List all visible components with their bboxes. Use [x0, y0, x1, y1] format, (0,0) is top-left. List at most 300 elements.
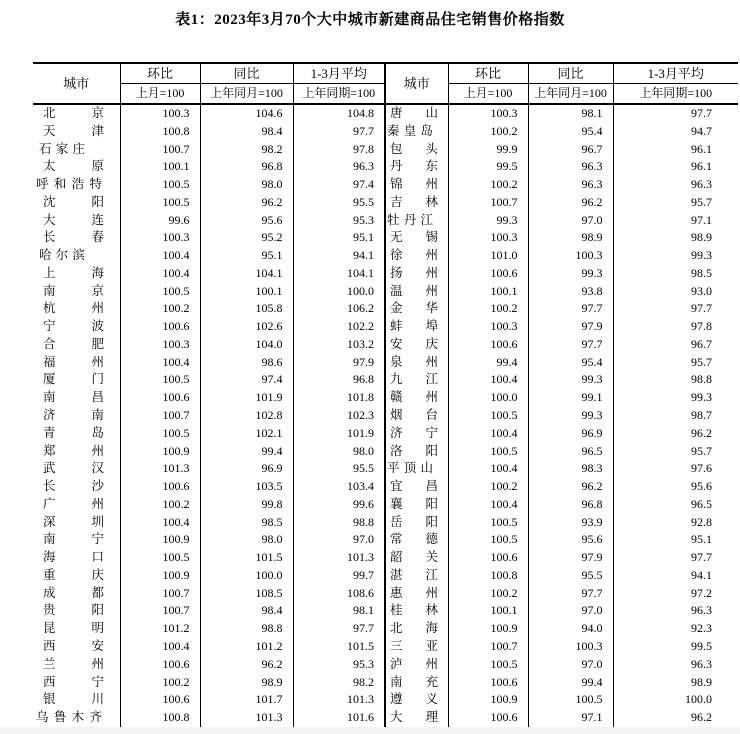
table-row	[33, 283, 738, 301]
city-name: 福 州	[43, 354, 104, 369]
city-name: 南 京	[43, 283, 104, 298]
right-avg-value: 99.3	[613, 389, 738, 407]
table-row	[33, 141, 738, 159]
left-avg-value: 97.0	[293, 531, 385, 549]
right-city-cell	[385, 283, 448, 301]
left-avg-value: 101.3	[293, 549, 385, 567]
city-name: 昆 明	[43, 621, 104, 636]
col-header-yoy-right: 同比	[528, 63, 613, 84]
left-city-cell	[33, 265, 120, 283]
left-city-cell	[33, 229, 120, 247]
right-yoy-value: 95.5	[528, 567, 613, 585]
left-yoy-value: 96.2	[200, 194, 293, 212]
left-mom-value: 100.4	[120, 247, 200, 265]
right-avg-value: 98.8	[613, 371, 738, 389]
right-mom-value: 100.6	[448, 336, 528, 354]
city-name: 宜 昌	[390, 479, 438, 494]
left-city-cell	[33, 549, 120, 567]
table-row	[33, 229, 738, 247]
left-city-cell	[33, 318, 120, 336]
left-avg-value: 99.6	[293, 496, 385, 514]
left-mom-value: 100.7	[120, 585, 200, 603]
left-mom-value: 100.6	[120, 656, 200, 674]
left-yoy-value: 95.1	[200, 247, 293, 265]
right-yoy-value: 93.9	[528, 514, 613, 532]
table-row	[33, 496, 738, 514]
left-mom-value: 100.4	[120, 514, 200, 532]
right-avg-value: 94.1	[613, 567, 738, 585]
right-mom-value: 100.3	[448, 318, 528, 336]
city-name: 济 南	[43, 408, 104, 423]
left-mom-value: 100.5	[120, 194, 200, 212]
right-avg-value: 97.6	[613, 460, 738, 478]
right-city-cell	[385, 443, 448, 461]
right-city-cell	[385, 194, 448, 212]
left-yoy-value: 95.6	[200, 212, 293, 230]
left-city-cell	[33, 425, 120, 443]
right-yoy-value: 98.3	[528, 460, 613, 478]
right-avg-value: 95.1	[613, 531, 738, 549]
table-row	[33, 514, 738, 532]
right-yoy-value: 96.3	[528, 158, 613, 176]
city-name: 锦 州	[390, 177, 438, 192]
right-avg-value: 98.9	[613, 229, 738, 247]
right-city-cell	[385, 247, 448, 265]
right-city-cell	[385, 585, 448, 603]
city-name: 丹 东	[390, 159, 438, 174]
left-mom-value: 100.6	[120, 318, 200, 336]
right-mom-value: 99.5	[448, 158, 528, 176]
left-city-cell	[33, 371, 120, 389]
col-header-city-left: 城市	[63, 76, 90, 91]
left-city-cell	[33, 602, 120, 620]
left-city-cell	[33, 176, 120, 194]
right-avg-value: 98.7	[613, 407, 738, 425]
right-mom-value: 100.2	[448, 478, 528, 496]
left-avg-value: 108.6	[293, 585, 385, 603]
city-name: 南 充	[390, 674, 438, 689]
left-city-cell	[33, 585, 120, 603]
right-avg-value: 96.3	[613, 602, 738, 620]
right-city-cell	[385, 514, 448, 532]
left-mom-value: 100.3	[120, 229, 200, 247]
right-yoy-value: 100.3	[528, 638, 613, 656]
sub-header-yoy-right: 上年同月=100	[528, 84, 613, 105]
right-city-cell	[385, 656, 448, 674]
left-mom-value: 100.4	[120, 354, 200, 372]
left-avg-value: 95.3	[293, 656, 385, 674]
table-row	[33, 478, 738, 496]
table-row	[33, 300, 738, 318]
right-yoy-value: 97.7	[528, 336, 613, 354]
table-row	[33, 638, 738, 656]
left-city-cell	[33, 460, 120, 478]
city-name: 桂 林	[390, 603, 438, 618]
right-yoy-value: 99.3	[528, 265, 613, 283]
left-avg-value: 98.0	[293, 443, 385, 461]
right-yoy-value: 97.0	[528, 602, 613, 620]
right-avg-value: 92.3	[613, 620, 738, 638]
left-avg-value: 97.7	[293, 620, 385, 638]
city-name: 青 岛	[43, 425, 104, 440]
left-yoy-value: 99.8	[200, 496, 293, 514]
right-city-cell	[385, 300, 448, 318]
city-name: 北 海	[390, 621, 438, 636]
left-avg-value: 106.2	[293, 300, 385, 318]
city-name: 重 庆	[43, 567, 104, 582]
left-city-cell	[33, 194, 120, 212]
left-city-cell	[33, 407, 120, 425]
left-mom-value: 100.2	[120, 496, 200, 514]
left-yoy-value: 104.1	[200, 265, 293, 283]
left-city-cell	[33, 531, 120, 549]
left-yoy-value: 99.4	[200, 443, 293, 461]
left-avg-value: 97.4	[293, 176, 385, 194]
right-avg-value: 97.7	[613, 104, 738, 123]
city-name: 合 肥	[43, 336, 104, 351]
right-mom-value: 99.3	[448, 212, 528, 230]
left-avg-value: 102.2	[293, 318, 385, 336]
right-city-cell	[385, 478, 448, 496]
right-city-cell	[385, 229, 448, 247]
table-row	[33, 620, 738, 638]
left-mom-value: 100.8	[120, 123, 200, 141]
right-mom-value: 99.9	[448, 141, 528, 159]
left-yoy-value: 100.0	[200, 567, 293, 585]
right-yoy-value: 97.0	[528, 656, 613, 674]
right-city-cell	[385, 265, 448, 283]
left-city-cell	[33, 354, 120, 372]
right-avg-value: 99.5	[613, 638, 738, 656]
right-yoy-value: 96.2	[528, 194, 613, 212]
sub-header-mom-left: 上月=100	[120, 84, 200, 105]
right-avg-value: 96.3	[613, 656, 738, 674]
left-city-cell	[33, 691, 120, 709]
right-yoy-value: 98.9	[528, 229, 613, 247]
right-mom-value: 101.0	[448, 247, 528, 265]
right-city-cell	[385, 674, 448, 692]
city-name: 襄 阳	[390, 496, 438, 511]
table-row	[33, 389, 738, 407]
left-yoy-value: 96.2	[200, 656, 293, 674]
right-mom-value: 100.1	[448, 283, 528, 301]
table-row	[33, 247, 738, 265]
table-row	[33, 585, 738, 603]
city-name: 泸 州	[390, 656, 438, 671]
city-name: 洛 阳	[390, 443, 438, 458]
right-mom-value: 100.2	[448, 300, 528, 318]
left-city-cell	[33, 478, 120, 496]
sub-header-avg-left: 上年同期=100	[293, 84, 385, 105]
city-name: 贵 阳	[43, 603, 104, 618]
left-mom-value: 100.4	[120, 638, 200, 656]
right-mom-value: 100.6	[448, 709, 528, 728]
right-yoy-value: 99.3	[528, 371, 613, 389]
left-mom-value: 100.5	[120, 283, 200, 301]
city-name: 泉 州	[390, 354, 438, 369]
right-city-cell	[385, 318, 448, 336]
city-name: 安 庆	[390, 336, 438, 351]
right-mom-value: 100.3	[448, 104, 528, 123]
right-city-cell	[385, 638, 448, 656]
left-mom-value: 100.1	[120, 158, 200, 176]
right-yoy-value: 99.1	[528, 389, 613, 407]
right-yoy-value: 100.5	[528, 691, 613, 709]
right-city-cell	[385, 407, 448, 425]
right-mom-value: 100.4	[448, 371, 528, 389]
left-mom-value: 100.9	[120, 443, 200, 461]
right-city-cell	[385, 691, 448, 709]
left-avg-value: 95.5	[293, 194, 385, 212]
sub-header-yoy-left: 上年同月=100	[200, 84, 293, 105]
right-yoy-value: 96.8	[528, 496, 613, 514]
city-name: 西 宁	[43, 674, 104, 689]
table-row	[33, 158, 738, 176]
table-row	[33, 176, 738, 194]
left-avg-value: 104.8	[293, 104, 385, 123]
city-name: 石 家 庄	[39, 141, 85, 156]
city-name: 牡 丹 江	[387, 212, 433, 227]
table-row	[33, 371, 738, 389]
left-yoy-value: 100.1	[200, 283, 293, 301]
left-city-cell	[33, 247, 120, 265]
right-mom-value: 100.7	[448, 638, 528, 656]
left-mom-value: 100.7	[120, 407, 200, 425]
city-name: 海 口	[43, 550, 104, 565]
city-name: 郑 州	[43, 443, 104, 458]
right-yoy-value: 97.7	[528, 585, 613, 603]
table-row	[33, 443, 738, 461]
left-avg-value: 101.9	[293, 425, 385, 443]
city-name: 乌 鲁 木 齐	[36, 710, 102, 725]
table-row	[33, 194, 738, 212]
city-name: 岳 阳	[390, 514, 438, 529]
left-city-cell	[33, 389, 120, 407]
right-avg-value: 98.5	[613, 265, 738, 283]
col-header-city-right: 城市	[385, 63, 448, 104]
right-mom-value: 100.3	[448, 229, 528, 247]
city-name: 徐 州	[390, 248, 438, 263]
right-yoy-value: 96.2	[528, 478, 613, 496]
left-city-cell	[33, 283, 120, 301]
city-name: 遵 义	[390, 692, 438, 707]
right-mom-value: 100.0	[448, 389, 528, 407]
left-yoy-value: 101.2	[200, 638, 293, 656]
left-city-cell	[33, 104, 120, 123]
city-name: 银 川	[43, 692, 104, 707]
city-name: 吉 林	[390, 194, 438, 209]
left-avg-value: 95.1	[293, 229, 385, 247]
table-row	[33, 602, 738, 620]
table-row	[33, 567, 738, 585]
table-row	[33, 318, 738, 336]
right-city-cell	[385, 176, 448, 194]
left-city-cell	[33, 158, 120, 176]
right-yoy-value: 98.1	[528, 104, 613, 123]
city-name: 大 连	[43, 212, 104, 227]
left-yoy-value: 103.5	[200, 478, 293, 496]
table-row	[33, 407, 738, 425]
left-city-cell	[33, 212, 120, 230]
left-mom-value: 100.6	[120, 691, 200, 709]
right-avg-value: 97.1	[613, 212, 738, 230]
right-mom-value: 100.4	[448, 425, 528, 443]
right-avg-value: 95.7	[613, 443, 738, 461]
right-yoy-value: 96.3	[528, 176, 613, 194]
left-avg-value: 96.8	[293, 371, 385, 389]
right-mom-value: 100.2	[448, 123, 528, 141]
left-mom-value: 100.7	[120, 141, 200, 159]
city-name: 宁 波	[43, 319, 104, 334]
city-name: 北 京	[43, 106, 104, 120]
right-city-cell	[385, 336, 448, 354]
table-row	[33, 354, 738, 372]
left-yoy-value: 101.7	[200, 691, 293, 709]
table-row	[33, 674, 738, 692]
left-mom-value: 101.3	[120, 460, 200, 478]
right-mom-value: 99.4	[448, 354, 528, 372]
left-city-cell	[33, 443, 120, 461]
sub-header-mom-right: 上月=100	[448, 84, 528, 105]
city-name: 沈 阳	[43, 194, 104, 209]
right-city-cell	[385, 620, 448, 638]
city-name: 韶 关	[390, 550, 438, 565]
right-city-cell	[385, 158, 448, 176]
left-yoy-value: 96.8	[200, 158, 293, 176]
left-city-cell	[33, 141, 120, 159]
right-avg-value: 96.1	[613, 141, 738, 159]
city-name: 三 亚	[390, 638, 438, 653]
left-city-cell	[33, 336, 120, 354]
table-row	[33, 336, 738, 354]
left-yoy-value: 98.8	[200, 620, 293, 638]
right-yoy-value: 97.7	[528, 300, 613, 318]
right-yoy-value: 96.7	[528, 141, 613, 159]
table-row	[33, 531, 738, 549]
left-mom-value: 100.5	[120, 549, 200, 567]
left-mom-value: 100.9	[120, 567, 200, 585]
left-yoy-value: 95.2	[200, 229, 293, 247]
right-yoy-value: 94.0	[528, 620, 613, 638]
left-city-cell	[33, 674, 120, 692]
city-name: 南 宁	[43, 532, 104, 547]
left-yoy-value: 98.2	[200, 141, 293, 159]
right-yoy-value: 93.8	[528, 283, 613, 301]
left-yoy-value: 102.1	[200, 425, 293, 443]
sub-header-avg-right: 上年同期=100	[613, 84, 738, 105]
col-header-avg-right: 1-3月平均	[613, 63, 738, 84]
left-avg-value: 95.3	[293, 212, 385, 230]
left-avg-value: 97.8	[293, 141, 385, 159]
left-mom-value: 100.5	[120, 176, 200, 194]
right-avg-value: 96.2	[613, 709, 738, 728]
right-mom-value: 100.7	[448, 194, 528, 212]
left-avg-value: 96.3	[293, 158, 385, 176]
right-city-cell	[385, 141, 448, 159]
right-city-cell	[385, 549, 448, 567]
right-avg-value: 93.0	[613, 283, 738, 301]
right-city-cell	[385, 496, 448, 514]
left-avg-value: 98.1	[293, 602, 385, 620]
left-avg-value: 103.4	[293, 478, 385, 496]
city-name: 西 安	[43, 638, 104, 653]
city-name: 金 华	[390, 301, 438, 316]
left-mom-value: 100.4	[120, 265, 200, 283]
right-city-cell	[385, 531, 448, 549]
table-row	[33, 265, 738, 283]
table-row	[33, 709, 738, 728]
right-mom-value: 100.8	[448, 567, 528, 585]
city-name: 南 昌	[43, 390, 104, 405]
left-avg-value: 100.0	[293, 283, 385, 301]
left-yoy-value: 98.4	[200, 123, 293, 141]
right-yoy-value: 99.4	[528, 674, 613, 692]
right-mom-value: 100.2	[448, 176, 528, 194]
table-row	[33, 691, 738, 709]
left-avg-value: 98.2	[293, 674, 385, 692]
left-avg-value: 101.5	[293, 638, 385, 656]
city-name: 包 头	[390, 141, 438, 156]
left-avg-value: 102.3	[293, 407, 385, 425]
right-yoy-value: 97.9	[528, 318, 613, 336]
right-yoy-value: 97.9	[528, 549, 613, 567]
left-mom-value: 100.8	[120, 709, 200, 728]
page-title: 表1：2023年3月70个大中城市新建商品住宅销售价格指数	[175, 12, 565, 28]
left-yoy-value: 98.0	[200, 531, 293, 549]
city-name: 九 江	[390, 372, 438, 387]
right-mom-value: 100.9	[448, 691, 528, 709]
city-name: 平 顶 山	[387, 461, 433, 476]
city-name: 兰 州	[43, 656, 104, 671]
right-mom-value: 100.5	[448, 443, 528, 461]
right-yoy-value: 99.3	[528, 407, 613, 425]
right-mom-value: 100.6	[448, 674, 528, 692]
city-name: 天 津	[43, 123, 104, 138]
bottom-edge	[0, 727, 740, 734]
left-mom-value: 100.5	[120, 371, 200, 389]
header-row-main	[33, 63, 738, 84]
left-avg-value: 101.8	[293, 389, 385, 407]
col-header-mom-right: 环比	[448, 63, 528, 84]
right-mom-value: 100.5	[448, 656, 528, 674]
left-avg-value: 103.2	[293, 336, 385, 354]
right-avg-value: 97.8	[613, 318, 738, 336]
right-avg-value: 95.7	[613, 354, 738, 372]
right-city-cell	[385, 104, 448, 123]
right-yoy-value: 95.6	[528, 531, 613, 549]
left-city-cell	[33, 620, 120, 638]
right-city-cell	[385, 371, 448, 389]
city-name: 惠 州	[390, 585, 438, 600]
city-name: 杭 州	[43, 301, 104, 316]
left-mom-value: 101.2	[120, 620, 200, 638]
left-city-cell	[33, 709, 120, 728]
table-row	[33, 425, 738, 443]
right-mom-value: 100.5	[448, 531, 528, 549]
left-avg-value: 101.3	[293, 691, 385, 709]
right-city-cell	[385, 389, 448, 407]
right-avg-value: 96.1	[613, 158, 738, 176]
left-yoy-value: 108.5	[200, 585, 293, 603]
right-mom-value: 100.4	[448, 460, 528, 478]
city-name: 成 都	[43, 585, 104, 600]
left-yoy-value: 104.0	[200, 336, 293, 354]
left-avg-value: 104.1	[293, 265, 385, 283]
right-yoy-value: 100.3	[528, 247, 613, 265]
left-yoy-value: 97.4	[200, 371, 293, 389]
right-city-cell	[385, 212, 448, 230]
left-city-cell	[33, 656, 120, 674]
